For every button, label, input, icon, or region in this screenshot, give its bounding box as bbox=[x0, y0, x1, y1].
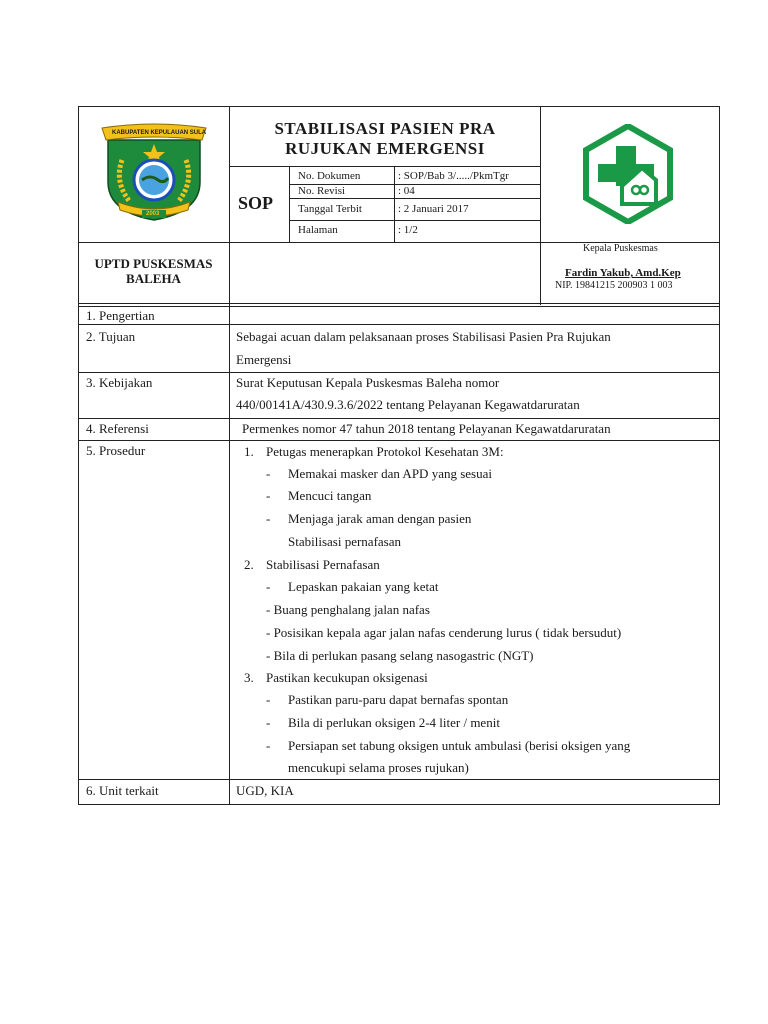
row-label-unit-terkait: 6. Unit terkait bbox=[86, 783, 159, 798]
row-value-unit-terkait: UGD, KIA bbox=[236, 783, 294, 798]
procedure-number: 3. bbox=[244, 670, 254, 685]
signatory-nip: NIP. 19841215 200903 1 003 bbox=[555, 280, 673, 291]
procedure-step: Stabilisasi Pernafasan bbox=[266, 557, 380, 572]
document-title-line2: RUJUKAN EMERGENSI bbox=[285, 139, 485, 158]
procedure-number: 2. bbox=[244, 557, 254, 572]
meta-value-tanggal-terbit: : 2 Januari 2017 bbox=[398, 203, 469, 215]
meta-label-no-revisi: No. Revisi bbox=[298, 185, 346, 197]
logo-year-text: 2003 bbox=[146, 211, 160, 217]
procedure-step: Petugas menerapkan Protokol Kesehatan 3M: bbox=[266, 444, 504, 459]
logo-banner-text: KABUPATEN KEPULAUAN SULA bbox=[112, 130, 207, 136]
procedure-item: Menjaga jarak aman dengan pasien bbox=[288, 511, 472, 526]
procedure-step: Pastikan kecukupan oksigenasi bbox=[266, 670, 428, 685]
meta-value-halaman: : 1/2 bbox=[398, 224, 418, 236]
meta-value-no-dokumen: : SOP/Bab 3/...../PkmTgr bbox=[398, 170, 509, 182]
kabupaten-logo bbox=[100, 122, 208, 222]
procedure-item: Memakai masker dan APD yang sesuai bbox=[288, 466, 492, 481]
facility-name-line1: UPTD PUSKESMAS bbox=[94, 256, 213, 271]
signatory-name: Fardin Yakub, Amd.Kep bbox=[565, 267, 681, 279]
procedure-item: mencukupi selama proses rujukan) bbox=[288, 760, 469, 775]
row-label-tujuan: 2. Tujuan bbox=[86, 329, 136, 344]
procedure-item: - Bila di perlukan pasang selang nasogastric (NGT) bbox=[266, 648, 534, 663]
procedure-bullet: - bbox=[266, 466, 271, 481]
row-label-pengertian: 1. Pengertian bbox=[86, 308, 155, 323]
procedure-item: Persiapan set tabung oksigen untuk ambulasi (berisi oksigen yang bbox=[288, 738, 631, 753]
procedure-item: Pastikan paru-paru dapat bernafas spontan bbox=[288, 692, 509, 707]
procedure-item: Mencuci tangan bbox=[288, 488, 372, 503]
document-title-line1: STABILISASI PASIEN PRA bbox=[274, 119, 496, 138]
procedure-bullet: - bbox=[266, 738, 271, 753]
procedure-item: - Buang penghalang jalan nafas bbox=[266, 602, 430, 617]
meta-label-tanggal-terbit: Tanggal Terbit bbox=[298, 203, 362, 215]
row-value-referensi: Permenkes nomor 47 tahun 2018 tentang Pelayanan Kegawatdaruratan bbox=[242, 421, 611, 436]
meta-value-no-revisi: : 04 bbox=[398, 185, 415, 197]
procedure-item: Lepaskan pakaian yang ketat bbox=[288, 579, 439, 594]
procedure-bullet: - bbox=[266, 488, 271, 503]
procedure-bullet: - bbox=[266, 692, 271, 707]
row-label-referensi: 4. Referensi bbox=[86, 421, 149, 436]
signatory-title: Kepala Puskesmas bbox=[583, 243, 658, 254]
puskesmas-logo bbox=[578, 124, 678, 224]
meta-label-halaman: Halaman bbox=[298, 224, 338, 236]
row-value-tujuan-line2: Emergensi bbox=[236, 352, 292, 367]
row-value-kebijakan-line2: 440/00141A/430.9.3.6/2022 tentang Pelayanan Kegawatdaruratan bbox=[236, 397, 580, 412]
procedure-bullet: - bbox=[266, 715, 271, 730]
row-label-kebijakan: 3. Kebijakan bbox=[86, 375, 153, 390]
row-label-prosedur: 5. Prosedur bbox=[86, 443, 146, 458]
meta-label-no-dokumen: No. Dokumen bbox=[298, 170, 361, 182]
procedure-item: Stabilisasi pernafasan bbox=[288, 534, 401, 549]
facility-name-line2: BALEHA bbox=[126, 271, 181, 286]
procedure-bullet: - bbox=[266, 579, 271, 594]
procedure-item: Bila di perlukan oksigen 2-4 liter / menit bbox=[288, 715, 500, 730]
procedure-number: 1. bbox=[244, 444, 254, 459]
procedure-item: - Posisikan kepala agar jalan nafas cenderung lurus ( tidak bersudut) bbox=[266, 625, 622, 640]
procedure-bullet: - bbox=[266, 511, 271, 526]
sop-label: SOP bbox=[238, 193, 274, 213]
row-value-kebijakan-line1: Surat Keputusan Kepala Puskesmas Baleha nomor bbox=[236, 375, 500, 390]
row-value-tujuan-line1: Sebagai acuan dalam pelaksanaan proses Stabilisasi Pasien Pra Rujukan bbox=[236, 329, 611, 344]
